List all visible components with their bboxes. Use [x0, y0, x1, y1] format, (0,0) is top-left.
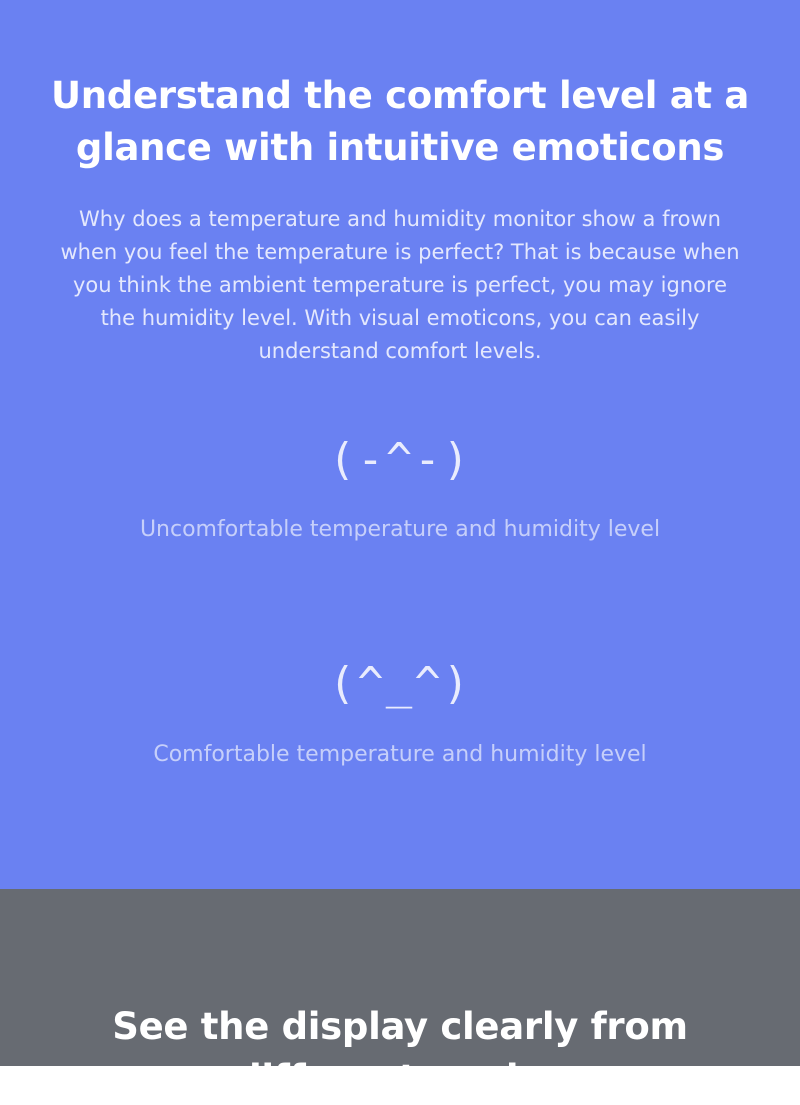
comfort-description: Why does a temperature and humidity monitor show a frown when you feel the temperature is perfect? That is because when you think the ambient temperature is perfect, you may ignore the humidity level. With visual emoticons, you can easily understand comfort levels. — [60, 207, 740, 363]
uncomfortable-emoticon-icon: (-^-) — [328, 434, 472, 485]
uncomfortable-caption: Uncomfortable temperature and humidity level — [139, 517, 661, 542]
comfortable-emoticon-icon: (^_^) — [328, 658, 472, 709]
comfort-headline: Understand the comfort level at a glance with intuitive emoticons — [51, 74, 749, 169]
display-headline: See the display clearly from different angles — [112, 1005, 688, 1100]
comfortable-caption: Comfortable temperature and humidity level — [153, 742, 647, 767]
display-section — [0, 889, 800, 1100]
